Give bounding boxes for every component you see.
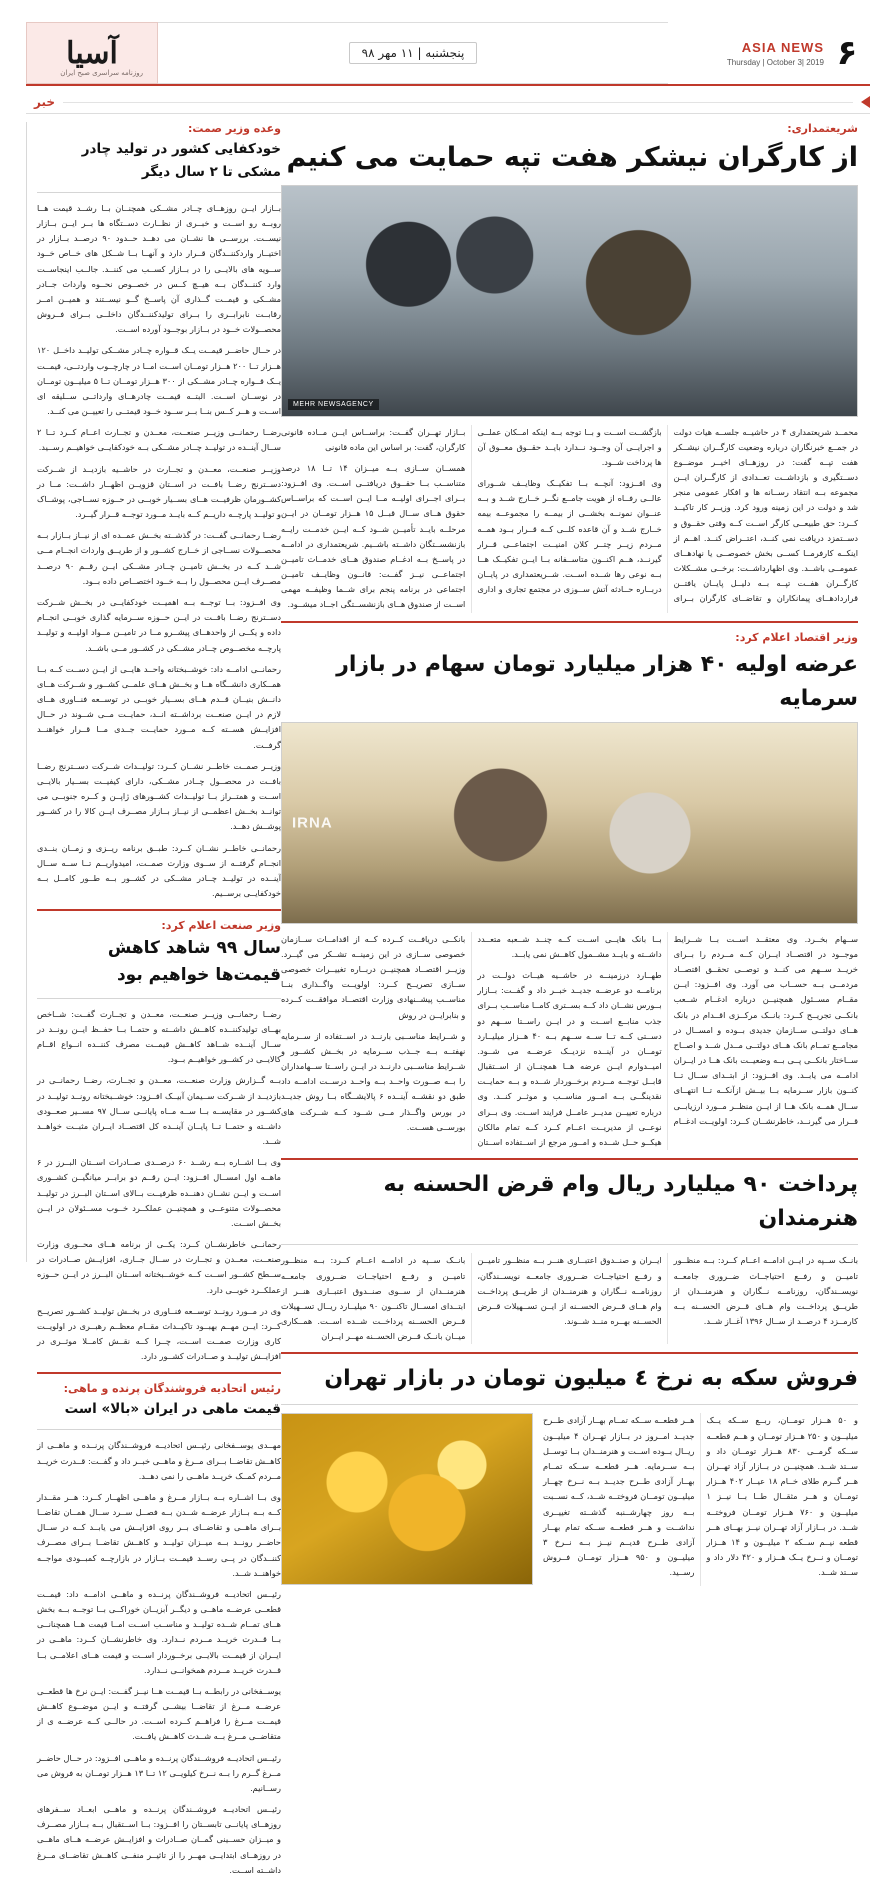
- paragraph: وزیــر صمــت خاطــر نشــان کــرد: تولیــدات شــرکت دســترنج رضــا بافــت در محصــول چــادر مشــکی، دارای کیفیــت بســیار بالایــی اســت و همتــراز بــا تولیــدات کشــورهای ژاپــن و کــره جنوبــی می توانــد بخــش اعظمــی از نیــاز بــازار مصــرف ایــن کالا را در کشــور پوشــش دهــد.: [37, 760, 281, 832]
- divider: [281, 621, 858, 623]
- lead-headline: از کارگران نیشکر هفت تپه حمایت می کنیم: [286, 142, 858, 173]
- sidebar-headline-2: سال ۹۹ شاهد کاهش قیمت‌ها خواهیم بود: [107, 938, 281, 986]
- paragraph: رئیــس اتحادیــه فروشــندگان پرنــده و ماهــی ادامــه داد: قیمــت قطعــی عرضــه ماهــی و دیگــر آبزیــان خوراکــی بــا توجــه بــه بخش هــای تمــام شــده تولیــد و مناســب اســت امــا قیمت هــا همچنانــی بــا قــدرت خریــد مــردم نــدارد. وی خاطرنشــان کــرد: ماهــی در ایــران از قیمــت بالایــی برخــوردار اســت و قیمت هــای اعلامــی بــا قــدرت خریــد مــردم همخوانــی نــدارد.: [37, 1588, 281, 1675]
- masthead-date-area: [158, 22, 668, 84]
- lead-photo: [281, 185, 858, 417]
- story-stock-offering: [281, 631, 858, 1151]
- paragraph: وی در مــورد رونــد توســعه فنــاوری در بخــش تولیــد کشــور تصریــح کــرد: ایــن مهــم بهبــود تاکیــدات مقــام معظــم رهبــری در اولویــت کاری وزارت صمــت اســت، چــرا کــه نقــش کامــلا موثــری در افزایــش تولیــد و صــادرات کشــور دارد.: [37, 1305, 281, 1362]
- paragraph: طهــارد درزمینــه در حاشــیه هیــات دولــت در برنامــه دو عرضــه جدیــد خبــر داد و گفــت: بــازار بــورس نشــان داد کــه بســتری کامــا مناســب بــرای جذب منابــع اســت و در ایــن راســتا ســهم دو دســتی کــه تــا ســه ســهم بــه ۴۰ هــزار میلیــارد تومــان در آینــده نزدیــک عرضــه می شــود. امیــدوارم ایــن عرضه هــا همچنــان از اســتقبال قابــل توجــه مــردم برخــوردار شــده و بــه حمایــت نقدینگــی بــه امــور مناســب و موثــر کنــد. وی درباره تعییــن مدیــر عامــل فرایند اســت. وی بــرای نوعــی از مدیریــت اعــام کــرد کــه تمام مالکان هیکــو حــل شــده و امــور مرجع از اســتفاده اســتان بانکــی دریافــت کــرده کــه از اقدامــات ســازمان خصوصی ســازی در این زمینــه تشــکر می گیــرد. وزیــر اقتصــاد همچنیــن دربــاره تغییــرات خصوصی ســازی تصریــح کــرد: اولویــت واگــذاری بنــا مناســب پیشــنهادی وزارت اقتصــاد موافقــت کــرده و بنابرایــن در روش: [281, 933, 662, 1147]
- sidebar-headline-1: خودکفایی کشور در تولید چادر مشکی تا ۲ سال دیگر: [81, 141, 281, 180]
- divider: [281, 1244, 858, 1245]
- paragraph: وی افــزود: بــا توجــه بــه اهمیــت خودکفایــی در بخــش شــرکت دســترنج رضــا بافــت در ایــن حــوزه ســرمایه گذاری خوبــی انجــام داده و یکــی از واحدهــای پیشــرو مــا در تامیــن مــواد اولیــه و تولیــد پارچــه مخصــوص چــادر مشــکی در کشــور مــی باشــد.: [37, 597, 281, 653]
- lead-story: [281, 122, 858, 613]
- lead-kicker: شریعتمداری:: [787, 122, 858, 135]
- paragraph: وی بــا اشــاره بــه رشــد ۶۰ درصــدی صــادرات اســتان البــرز در ۶ ماهــه اول امســال افــزود: ایــن رقــم دو برابــر میانگیــن کشــوری اســت و ایــن نشــان دهنــده ظرفیــت بــالای اســتان البــرز در تولیــد محصــولات متنوعــی و همچنیــن عملکــرد خــوب مســئولان در ایــن بخــش اســت.: [37, 1157, 281, 1228]
- logo-text: آسیا: [66, 35, 118, 71]
- story2-body: [281, 932, 858, 1150]
- paragraph: یوســفخانی در رابطــه بــا قیمــت هــا نیــز گفــت: ایــن نرخ ها قطعــی عرضــه مــرغ از تقاضــا بیشــی گرفتــه و ایــن موضــوع کاهــش قیمــت مــرغ را فراهــم کــرده اســت. در حالــی کــه عرضــه ی از متقاضــی مــرغ بــه شــدت کاهــش یافــت.: [37, 1685, 281, 1742]
- story2-photo: [281, 722, 858, 924]
- story2-kicker: وزیر اقتصاد اعلام کرد:: [735, 630, 858, 644]
- page-number: ۶: [836, 33, 858, 73]
- paragraph: هــر قطعــه ســکه تمــام بهــار آزادی طــرح جدیــد امــروز در بــازار تهــران ۴ میلیــون ریــال بــوده اســت و هنرمنــدان بــا توســل بــه ســرمایه. هــر قطعــه ســکه تمــام بهــار آزادی طــرح جدیــد بــه نــرخ چهــار میلیــون تومــان فروختــه شــد، کــه نســبت بــه روز چهارشــنبه گذشــته تغییــری نداشــت و هــر قطعــه ســکه تمام بهــار آزادی طــرح قدیــم نیــز بــه نــرخ ۳ میلیــون و ۹۵۰ هــزار تومــان فــروش رســید.: [543, 1415, 695, 1578]
- sidebar-kicker-1: وعده وزیر صمت:: [187, 122, 281, 135]
- paragraph: وی افــزود: آنچــه بــا تفکیــک وظایــف شــورای عالــی رفــاه از هویت جامــع نگــر خــارج شــد و بــه عنــوان نمونــه بخشــی از بیمــه را مجموعــه بیمه خــارج شــد و آن قاعده کلــی کــه قــرار بــود همــه مــردم زیــر چتــر کلان امنیــت اجتماعــی قــرار گیرنــد، هــم اکنــون متاســفانه بــا ایــن تفکیــک هــا بــه نوعی رها شــده اســت. شــریعتمداری در پایــان دربــاره حــادثه آتش ســوزی در مجتمع تجاری و اداری بــازار تهــران گفــت: براســاس ایــن مــاده قانونی کارگران، گفت: بر اساس این ماده قانونی: [281, 426, 662, 595]
- paragraph: وی بــا اشــاره بــه بــازار مــرغ و ماهــی اظهــار کــرد: هــر مقــدار کــه بــه بــازار عرضــه شــدن بــه فصــل ســرد ســال همــان تقاضــا بــرای ماهــی و تقاضــای بــر روی افزایــش می یابــد کــه در ســال حاضــر رونــد بــه میــزان تولیــد و کاهــش تقاضــا بــرای مصــرف کننــدگان در پــی رســد قیمــت بــازار در بازارچــه کمبــودی مواجــه خواهنــد شــد.: [37, 1491, 281, 1578]
- triangle-icon: [861, 96, 870, 108]
- lead-body: [281, 425, 858, 613]
- paragraph: رئیــس اتحادیــه فروشــندگان پرنــده و ماهــی ابعــاد ســفرهای روزهــای پایانــی تابســتان را افــزود: بــا اســتقبال بــه بــازار مصــرف و میــزان حســینی گمــان صــادرات و افزایــش عرضــه هــای ماهــی در روزهــای ابتدایــی مهــر را از تاثیــر منفــی کاهــش تقاضــای مــرغ داشــته اســت.: [37, 1804, 281, 1875]
- date-en: Thursday | October 3| 2019: [726, 57, 824, 67]
- story4-headline: فروش سکه به نرخ ٤ میلیون تومان در بازار تهران: [324, 1366, 858, 1392]
- paragraph: رحمانــی خاطــر نشــان کــرد: طبــق برنامه ریــزی و زمــان بنــدی انجــام گرفتــه از ســوی وزارت صمــت، امیدواریــم تــا ســه ســال آینــده در تولیــد چــادر مشــکی در کشــور بــه طــور کامــل بــه خودکفایــی برســیم.: [37, 842, 281, 899]
- story4-photo: [281, 1413, 533, 1585]
- paragraph: وزیــر صنعــت، معــدن و تجــارت در حاشــیه بازدیــد از شــرکت دســترنج رضــا بافــت در اســتان قزویــن اظهــار داشــت: مــا در کشــورمان ظرفیــت هــای بســیار خوبــی در حــوزه نســاجی، پوشــاک و تولیــد پارچــه داریــم کــه بایــد مــورد توجــه قــرار گیــرد.: [37, 463, 281, 520]
- masthead-brand-en: [668, 22, 824, 84]
- story3-headline: پرداخت ۹۰ میلیارد ریال وام قرض الحسنه به هنرمندان: [383, 1172, 858, 1232]
- sidebar-kicker-3: رئیس اتحادیه فروشندگان پرنده و ماهی:: [63, 1382, 281, 1396]
- paragraph: رئیــس اتحادیــه فروشــندگان پرنــده و ماهــی افــزود: در حــال حاضــر مــرغ گــرم را بــه نــرخ کیلویــی ۱۲ تــا ۱۳ هــزار تومــان به فروش می رســانیم.: [37, 1752, 281, 1793]
- logo-subtitle: روزنامه سراسری صبح ایران: [60, 69, 143, 77]
- paragraph: همســان ســازی بــه میــزان ۱۴ تــا ۱۸ درصد متناســب بــا حقــوق دریافتــی اســت. وی افــزود: بــرای اجــرای اولیــه مــا ایــن اســت که براســاس حقوق هــای ســال قبــل ۱۵ هــزار تومــان در ایــن مرحلــه بایــد تأمیــن شــود کــه ایــن خدمــت رایــه بازنشســتگان داشــته باشــیم. شریعتمداری در ادامــه در پاســخ بــه ادغــام صندوق هــای خدمــات تامیــن اجتماعــی نیــز گفــت: قانــون وظایــف تامیــن اجتماعی در برنامه پنجم برای شــما وظیفــه مهمی اســت از صندوق هــای بازنشســتگی اجــاد میشــود.: [281, 462, 466, 610]
- paragraph: و ۵۰ هــزار تومــان، ربــع ســکه یــک میلیــون و ۲۵۰ هــزار تومــان و هــم قطعــه ســکه گرمــی ۸۳۰ هــزار تومــان داد و ســتد شــد. همچنیــن در بــازار آزاد تهــران هــر گــرم طلای خــام ۱۸ عیــار ۴۰۲ هــزار تومــان و هــر مثقــال طــا بــا نیــز ۱ میلیــون و ۷۶۰ هــزار تومــان فروختــه شــد. در بــازار آزاد تهــران نیــز بهــای هــر قطعه نیــم ســکه ۲ میلیــون و ۱۴ هــزار تومــان و نــرخ یــک هــزار و ۴۲۰ دلار داد و ســتد شــد.: [706, 1415, 859, 1578]
- paragraph: ایــران و صنــدوق اعتبــاری هنــر بــه منظــور تامیــن و رفــع احتیاجــات ضــروری جامعــه نویســندگان، روزنامــه نــگاران و هنرمنــدان از طریــق پرداخــت وام هــای قــرض الحســنه از ایــن تســهیلات قــرض الحســنه بهــره منــد شــوند.: [477, 1255, 662, 1327]
- section-name: خبر: [34, 95, 56, 109]
- story4-body: [543, 1413, 858, 1586]
- divider: [281, 1404, 858, 1405]
- sidebar-article-fish: [37, 1382, 281, 1878]
- sidebar-article-prices: [37, 919, 281, 1364]
- masthead: [26, 22, 870, 86]
- divider: [281, 1158, 858, 1160]
- story3-body: [281, 1253, 858, 1344]
- paragraph: رضــا رحمانــی وزیــر صنعــت، معــدن و تجــارت اعــام کــرد تــا ۲ ســال آینــده در تولیــد چــادر مشــکی بــه خودکفایــی خواهیــم رســید.: [37, 427, 281, 453]
- sidebar-article-chador: [37, 122, 281, 901]
- paragraph: رضــا رحمانــی وزیــر صنعــت، معــدن و تجــارت گفــت: شــاخص بهــای تولیدکننــده کاهــش داشــته و حتمــا بــا حفــظ ایــن رونــد در ســال آینــده شــاهد کاهــش قیمــت مصرف کننــده انــواع اقــام کالایــی در کشــور خواهیــم بــود.: [37, 1008, 281, 1065]
- divider: [281, 1352, 858, 1354]
- main-column: [281, 122, 870, 1578]
- irna-logo: IRNA: [292, 814, 333, 832]
- sidebar-kicker-2: وزیر صنعت اعلام کرد:: [161, 919, 281, 933]
- sidebar-headline-3: قیمت ماهی در ایران «بالا» است: [64, 1401, 281, 1418]
- date-fa: پنجشنبه | ۱۱ مهر ۹۸: [349, 42, 478, 64]
- paragraph: بــازار ایــن روزهــای چــادر مشــکی همچنــان بــا رشــد قیمت هــا روبــه رو اســت و خبــری از نظــارت دســتگاه ها بــر ایــن بــازار نیســت. بررســی ها نشــان می دهــد حــدود ۹۰ درصــد بــازار در اختیــار واردکننــدگان قــرار دارد و آنهــا بــا شــکل های خــاص خــود ســویه های بالایــی را در بــازار کســب می کننــد. جالــب اینجاســت وارد کننــدگان بــه هیــچ کــس در خصــوص نحــوه واردات جــادر مشــکی و قیمــت گــذاری آن پاســخ گــو نیســتند و همیــن امــر رقابــت نابرابــری را بــرای تولیدکننــدگان داخلــی بــرای فــروش محصــولات خــود در بــازار بوجــود آورده اســت.: [37, 202, 281, 335]
- paragraph: محمــد شریعتمداری ۴ در حاشیــه جلســه هیات دولت در جمــع خبرنگاران درباره وضعیت کارگــران نیشــکر هفت تپــه گفت: در روزهــای اخیــر موضــوع دســتگیری و بازداشــت تعــدادی از کارگــران ایــن مجموعه بــه انتقاد رســانه ها و افکار عمومی منجر شد و دولت در این زمینه ورود کرد. وزیــر کار تاکیــد کــرد: حق طبیعــی کارگر اســت کــه وقتی حقــوق و دســتمزد دریافت نمی کنــد، اعتــراض کنــد. اهــم از اینکــه کارفرمــا کســی بخش خصوصــی یا نهادهــای عمومــی باشــد. وی اظهارداشــت: برخــی مشــکلات کارگــران هفــت تپــه بــه دلیــل پایــان یافتــن قراردادهــای پیمانکاران و تقاضــای کارگران بــرای بازگشــت اســت و بــا توجه بــه اینکه امــکان عملــی و اجرایــی آن وجــود نــدارد بایــد حقــوق معــوق آن ها پرداخت شــود.: [477, 426, 858, 604]
- divider: [37, 1372, 281, 1374]
- paragraph: ســهام بخــرد. وی معتقــد اســت بــا شــرایط موجــود در اقتصــاد ایــران کــه مــردم را بــرای خریــد ســهم می کنــد و توصــی تحقــق اقتصــاد مردمــی بــه حســاب می آورد. وی افــزود: ایــن مقــام مســئول همچنیــن درباره ادغــام شــعب بانکــی تجریــح کــرد: بانــک مرکــزی اقــدام در بانک هــای دولتــی ســازمان جدیدی بــوده و امســال در مجامــع تمــام بانک هــای دولتــی مــدل شــد و اصــاح ســاختار بانکــی پــی بــه وضعیــت بانک هــا در ایــران ادامــه می یابــد. وی افــزود: از ابتــدای ســال تــا کنــون بازار ســرمایه بــا بیــش ازآنکــه تــا انتهــای ســال همــه بانک هــا از ایــن منظــر مــورد ارزیابــی قــرار می گیرنــد، خاطرنشــان کــرد: اولویــت ادغــام بــا بانک هایــی اســت کــه چنــد شــعبه متعــدد داشــته و بایــد مشــمول کاهــش نمی یابــد.: [477, 933, 858, 1126]
- paragraph: بانــک ســپه در ایــن ادامــه اعــام کــرد: بــه منظــور تامیــن و رفــع احتیاجــات ضــروری جامعــه نویســندگان، روزنامــه نــگاران و هنرمنــدان از طریــق پرداخــت وام هــای قــرض الحســنه بــه کارمــزد ۴ درصــد از ســال ۱۳۹۶ آغــاز شــد.: [673, 1255, 858, 1327]
- paragraph: و شــرایط مناســبی بارنــد در اســتفاده از ســرمایه نهفتــه بــه جــذب ســرمایه در بخــش کشــور و شــرایط مناســبی دارنــد در ایــن راســتا ســهامداران را بــه صــورت واحــد بــه واحــد درســت ادامــه داد طبق دو نقشــه آینــده ۶ پالایشــگاه بــا روش جدیــد در بورس واگــذار مــی شــود کــه شــرکت های بورســی هســت.: [281, 1030, 466, 1132]
- paragraph: در حــال حاضــر قیمــت یــک قــواره چــادر مشــکی تولیــد داخــل ۱۲۰ هــزار تــا ۲۰۰ هــزار تومــان اســت امــا در چارچــوب واردتــی، قیمــت یــک قــواره چــادر مشــکی از ۳۰۰ هــزار تومــان تــا ۵ میلیــون تومــان در نوســان اســت. البتــه قیمــت چادرهــای وارداتــی ســلیقه ای اســت و هــر کــس بنــا بــر ســود خــود قیمتــی را تعییــن می کنــد.: [37, 345, 282, 417]
- section-bar: [26, 91, 870, 114]
- paragraph: رحمانــی ادامــه داد: خوشــبختانه واحــد هایــی از ایــن دســت کــه بــا همــکاری دانشــگاه هــا و بخــش هــای علمــی کشــور و شــرکت هــای دانــش بنیــان قــدم هــای بســیار خوبــی در توســعه فنــاوری هــای لازم در ایــن صنعــت برداشــته انــد، حمایــت مــی شــوند در حــال افزایــش هســته کــه مــورد حمایــت جــدی مــا قــرار خواهنــد گرفــت.: [37, 663, 281, 750]
- section-divider: [63, 102, 853, 103]
- page-body: [26, 122, 870, 1875]
- divider: [37, 192, 281, 193]
- story-artist-loans: [281, 1168, 858, 1344]
- story4-layout: [281, 1413, 858, 1586]
- paragraph: رضــا رحمانــی گفــت: در گذشــته بخــش عمــده ای از نیــاز بــازار بــه محصــولات نســاجی از خــارج کشــور و از طریــق واردات انجــام مــی شــد کــه در بخــش تامیــن چــادر مشــکی ایــن رقــم ۹۰ درصــد مصــرف ایــن محصــول را بــه خــود اختصــاص داده بــود.: [37, 530, 281, 586]
- brand-name-en: ASIA NEWS: [741, 39, 824, 55]
- paragraph: بانــک ســپه در ادامــه اعــام کــرد: بــه منظــور تامیــن و رفــع احتیاجــات ضــروری جامعــه هنرمنــدان از ســوی صنــدوق اعتبــاری هنــر از ابتــدای امســال تاکنــون ۹۰ میلیــارد ریــال تســهیلات قــرض الحســنه پرداخــت شــده اســت. همــکاری میــان بانــک قــرض الحســنه مهــر ایــران: [281, 1255, 466, 1342]
- paragraph: مهــدی یوســفخانی رئیــس اتحادیــه فروشــندگان پرنــده و ماهــی از کاهــش تقاضــا بــرای مــرغ و ماهــی خبــر داد و گفــت: قــدرت خریــد مــردم کمــک خریــد ماهــی را نمی دهــد.: [37, 1440, 281, 1481]
- divider: [37, 998, 281, 999]
- story-gold-coin: [281, 1362, 858, 1586]
- divider: [37, 1429, 281, 1430]
- divider: [37, 909, 281, 911]
- paragraph: بــه گــزارش وزارت صنعــت، معــدن و تجــارت، رضــا رحمانــی در بازدیــد از شــرکت ســیمان آبیــک افــزود: خوشــبختانه رونــد تولیــد در کشــور در مقایســه بــا ســه مــاه پایانــی ســال ۹۷ مســیر صعــودی داشــته و حتمــا تــا پایــان آینــده کل اقتصــاد ایــران مثبــت خواهــد شــد.: [37, 1075, 281, 1147]
- photo-credit: MEHR NEWSAGENCY: [288, 399, 379, 410]
- story2-headline: عرضه اولیه ۴۰ هزار میلیارد تومان سهام در بازار سرمایه: [336, 651, 858, 711]
- paragraph: رحمانــی خاطرنشــان کــرد: یکــی از برنامه هــای محــوری وزارت صنعــت، معــدن و تجــارت در ســال جــاری، افزایــش صــادرات در ســطح کشــور اســت کــه خوشــبختانه اســتان البــرز در ایــن حــوزه عملکــرد خوبــی دارد.: [37, 1239, 281, 1295]
- sidebar-column: [26, 122, 282, 1875]
- newspaper-logo: [26, 22, 158, 84]
